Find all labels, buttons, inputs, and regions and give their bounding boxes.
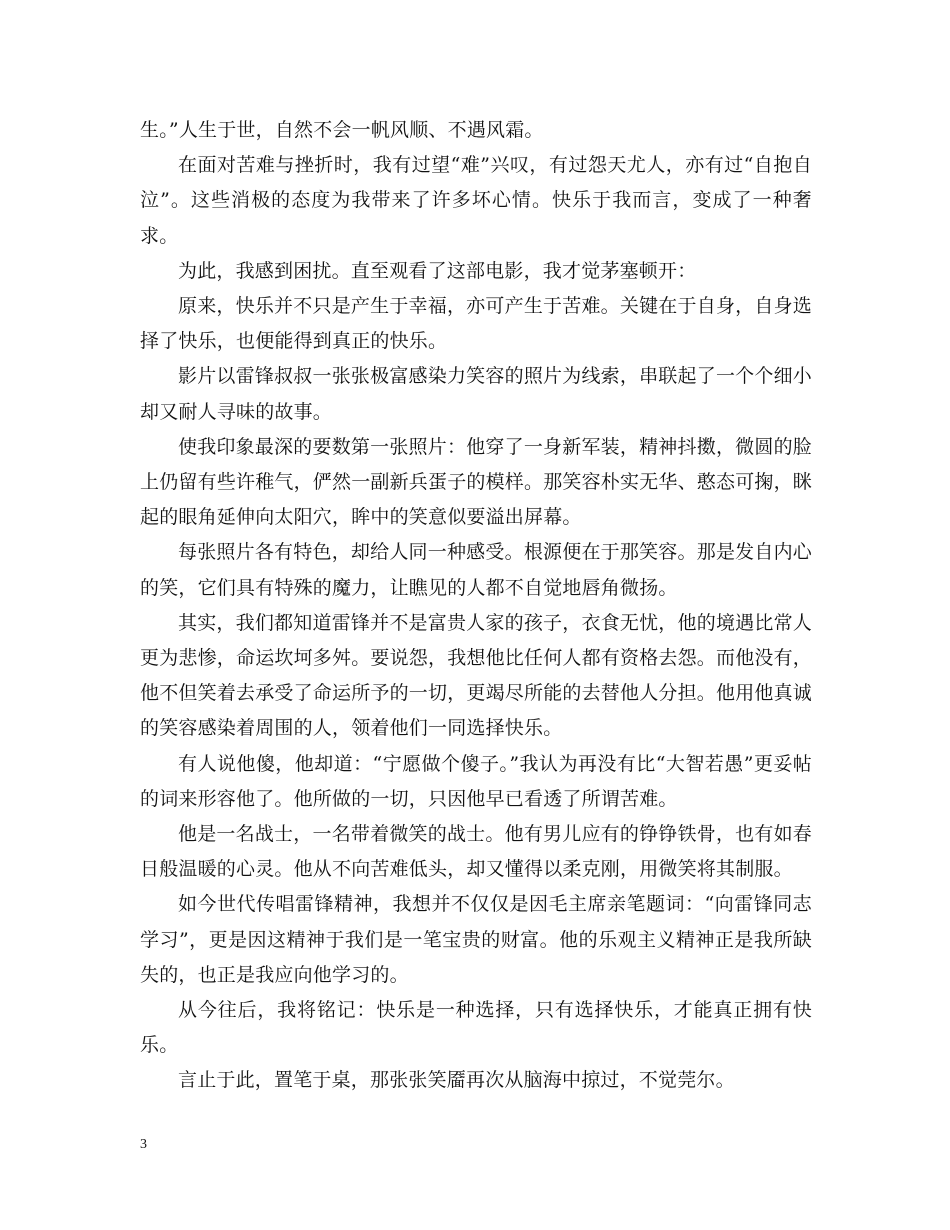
- paragraph-5: 影片以雷锋叔叔一张张极富感染力笑容的照片为线索，串联起了一个个细小却又耐人寻味的故事。: [140, 365, 812, 423]
- paragraph-7: 每张照片各有特色，却给人同一种感受。根源便在于那笑容。那是发自内心的笑，它们具有特殊的魔力，让瞧见的人都不自觉地唇角微扬。: [140, 541, 812, 599]
- paragraph-13: 言止于此，置笔于桌，那张张笑靥再次从脑海中掠过，不觉莞尔。: [178, 1069, 735, 1092]
- paragraph-6: 使我印象最深的要数第一张照片：他穿了一身新军装，精神抖擞，微圆的脸上仍留有些许稚气，俨然一副新兵蛋子的模样。那笑容朴实无华、憨态可掬，眯起的眼角延伸向太阳穴，眸中的笑意似要溢出屏幕。: [140, 435, 813, 529]
- paragraph-9: 有人说他傻，他却道：“宁愿做个傻子。”我认为再没有比“大智若愚”更妥帖的词来形容他了。他所做的一切，只因他早已看透了所谓苦难。: [140, 752, 812, 810]
- paragraph-10: 他是一名战士，一名带着微笑的战士。他有男儿应有的铮铮铁骨，也有如春日般温暖的心灵。他从不向苦难低头，却又懂得以柔克刚，用微笑将其制服。: [140, 823, 812, 881]
- paragraph-8: 其实，我们都知道雷锋并不是富贵人家的孩子，衣食无忧，他的境遇比常人更为悲惨，命运坎坷多舛。要说怨，我想他比任何人都有资格去怨。而他没有，他不但笑着去承受了命运所予的一切，更竭尽所能的去替他人分担。他用他真诚的笑容感染着周围的人，领着他们一同选择快乐。: [140, 611, 813, 740]
- paragraph-3: 为此，我感到困扰。直至观看了这部电影，我才觉茅塞顿开：: [178, 259, 697, 282]
- paragraph-1: 生。”人生于世，自然不会一帆风顺、不遇风霜。: [140, 119, 544, 141]
- paragraph-2: 在面对苦难与挫折时，我有过望“难”兴叹，有过怨天尤人，亦有过“自抱自泣”。这些消极的态度为我带来了许多坏心情。快乐于我而言，变成了一种奢求。: [140, 154, 812, 247]
- paragraph-11: 如今世代传唱雷锋精神，我想并不仅仅是因毛主席亲笔题词：“向雷锋同志学习”，更是因这精神于我们是一笔宝贵的财富。他的乐观主义精神正是我所缺失的，也正是我应向他学习的。: [140, 893, 812, 986]
- document-body: [140, 113, 812, 1099]
- paragraph-4: 原来，快乐并不只是产生于幸福，亦可产生于苦难。关键在于自身，自身选择了快乐，也便能得到真正的快乐。: [140, 295, 812, 353]
- page-number: 3: [140, 1137, 147, 1152]
- paragraph-12: 从今往后，我将铭记：快乐是一种选择，只有选择快乐，才能真正拥有快乐。: [140, 999, 812, 1057]
